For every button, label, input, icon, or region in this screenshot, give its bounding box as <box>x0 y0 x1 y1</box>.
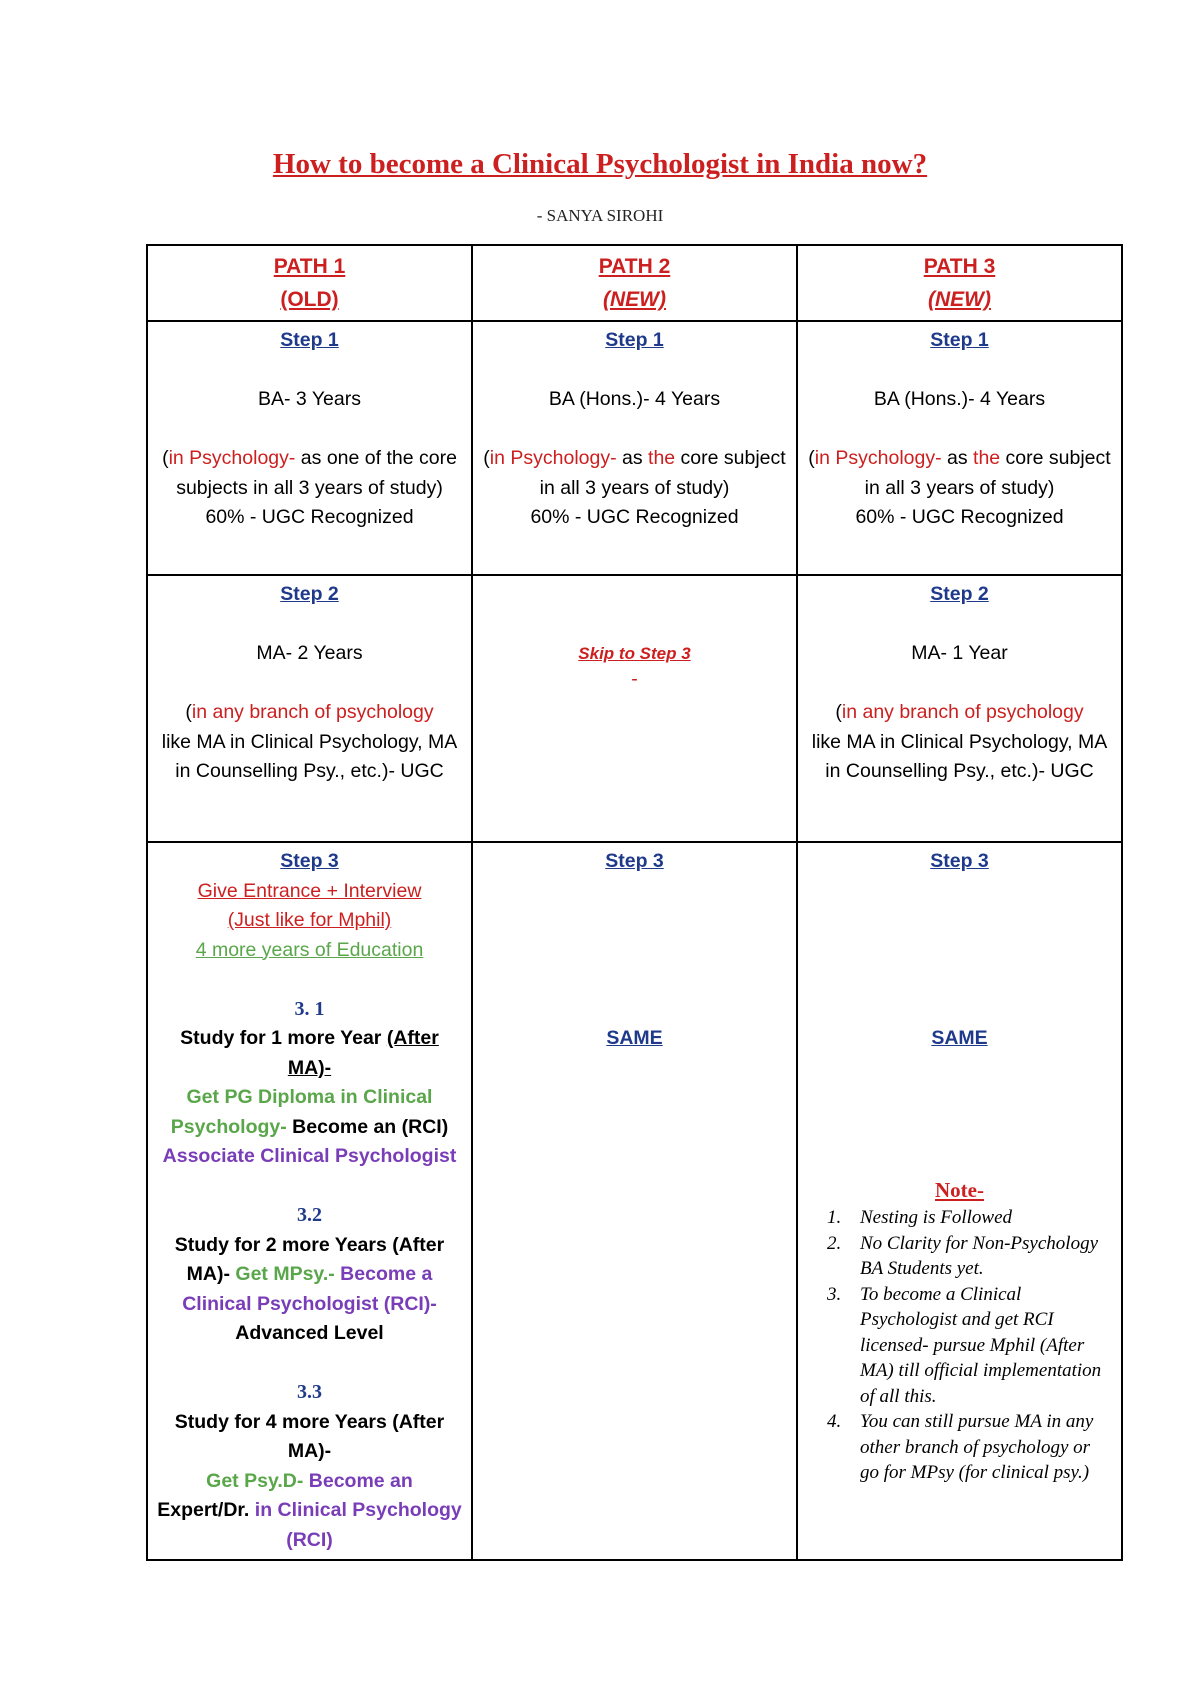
header-path-2 <box>472 245 797 321</box>
skip-link: Skip to Step 3 <box>578 644 691 663</box>
substep-3-2-outcome: Study for 2 more Years (After MA)- Get MPsy.- Become a Clinical Psychologist (RCI)- <box>174 1233 445 1315</box>
substep-3-1-ma: MA)- <box>287 1056 332 1079</box>
branch-detail: like MA in Clinical Psychology, MA in Counselling Psy., etc.)- UGC <box>811 730 1108 782</box>
step-label: Step 1 <box>930 329 989 351</box>
subject-note: (in Psychology- as one of the core subjects in all 3 years of study) <box>162 447 457 499</box>
header-row <box>147 245 1122 321</box>
step-label: Step 3 <box>280 850 339 872</box>
substep-3-3-outcome: Get Psy.D- Become an <box>206 1469 413 1492</box>
step-label: Step 1 <box>605 329 664 351</box>
step-label: Step 3 <box>930 850 989 872</box>
step-label: Step 1 <box>280 329 339 351</box>
step3-path2 <box>472 842 797 1560</box>
degree-text: BA (Hons.)- 4 Years <box>873 388 1046 410</box>
degree-text: MA- 1 Year <box>911 642 1008 664</box>
author-line: - SANYA SIROHI <box>536 206 664 225</box>
substep-3-2-level: Advanced Level <box>235 1322 384 1344</box>
same-label: SAME <box>606 1027 663 1049</box>
header-path-1 <box>147 245 472 321</box>
path-title: PATH 2 <box>598 255 671 278</box>
subject-note: (in Psychology- as the core subject in all 3 years of study) <box>483 447 786 499</box>
step1-path2 <box>472 321 797 575</box>
substep-3-1-title: Associate Clinical Psychologist <box>162 1145 457 1167</box>
note-item: 1. Nesting is Followed <box>846 1205 1113 1231</box>
step3-row <box>147 842 1122 1560</box>
paths-table <box>146 244 1123 1561</box>
substep-3-3: 3.3 <box>297 1381 322 1403</box>
ugc-text: 60% - UGC Recognized <box>855 506 1064 528</box>
ugc-text: 60% - UGC Recognized <box>530 506 739 528</box>
entrance-text: Give Entrance + Interview <box>197 879 422 902</box>
substep-3-1-outcome: Get PG Diploma in Clinical Psychology- Become an (RCI) <box>170 1086 449 1138</box>
step1-row <box>147 321 1122 575</box>
note-item: 2. No Clarity for Non-Psychology BA Students yet. <box>846 1231 1113 1282</box>
step2-path1 <box>147 575 472 842</box>
page-title: How to become a Clinical Psychologist in India now? <box>272 148 928 180</box>
education-years: 4 more years of Education <box>195 938 424 961</box>
step3-path3 <box>797 842 1122 1560</box>
branch-note: (in any branch of psychology <box>185 701 434 723</box>
step1-path1 <box>147 321 472 575</box>
step-label: Step 3 <box>605 850 664 872</box>
path-title: PATH 3 <box>923 255 996 278</box>
step3-path1 <box>147 842 472 1560</box>
branch-note: (in any branch of psychology <box>835 701 1084 723</box>
mphil-note: (Just like for Mphil) <box>227 909 392 931</box>
step2-path2 <box>472 575 797 842</box>
note-item: 4. You can still pursue MA in any other branch of psychology or go for MPsy (for clinical psy.) <box>846 1409 1113 1486</box>
substep-3-1-duration: Study for 1 more Year (After <box>180 1027 439 1049</box>
degree-text: MA- 2 Years <box>256 642 363 664</box>
subject-note: (in Psychology- as the core subject in all 3 years of study) <box>808 447 1111 499</box>
step-label: Step 2 <box>930 583 989 605</box>
path-title: PATH 1 <box>273 255 346 278</box>
degree-text: BA- 3 Years <box>258 388 361 410</box>
step-label: Step 2 <box>280 583 339 605</box>
substep-3-3-title: Expert/Dr. in Clinical Psychology (RCI) <box>157 1499 462 1551</box>
same-label: SAME <box>931 1027 988 1049</box>
path-subtitle: (NEW) <box>928 288 991 311</box>
path-subtitle: (NEW) <box>603 288 666 311</box>
step1-path3 <box>797 321 1122 575</box>
degree-text: BA (Hons.)- 4 Years <box>548 388 721 410</box>
substep-3-2: 3.2 <box>297 1204 322 1226</box>
branch-detail: like MA in Clinical Psychology, MA in Counselling Psy., etc.)- UGC <box>161 730 458 782</box>
note-item: 3. To become a Clinical Psychologist and get RCI licensed- pursue Mphil (After MA) till official implementation of all this. <box>846 1282 1113 1410</box>
notes-list <box>806 1205 1113 1486</box>
path-subtitle: (OLD) <box>280 288 339 311</box>
header-path-3 <box>797 245 1122 321</box>
substep-3-1: 3. 1 <box>294 997 325 1020</box>
note-title: Note- <box>935 1177 984 1202</box>
ugc-text: 60% - UGC Recognized <box>205 506 414 528</box>
dash: - <box>631 667 638 690</box>
step2-row <box>147 575 1122 842</box>
step2-path3 <box>797 575 1122 842</box>
substep-3-3-duration: Study for 4 more Years (After MA)- <box>174 1410 445 1462</box>
